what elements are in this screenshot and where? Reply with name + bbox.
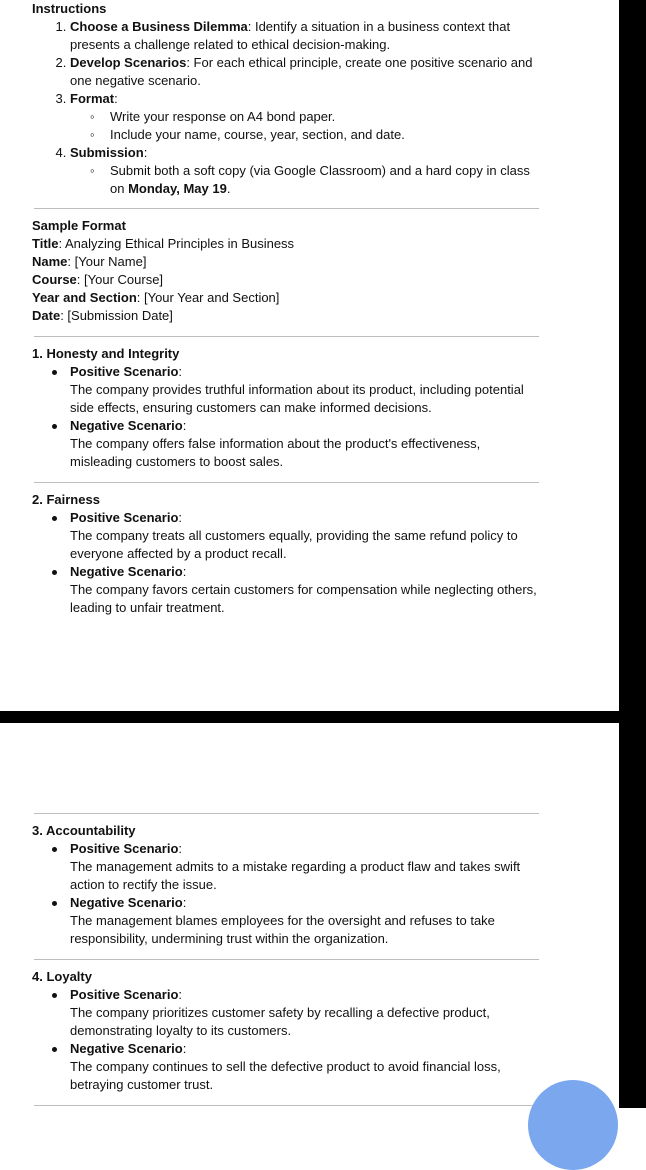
principle-3-scenarios xyxy=(32,840,542,948)
principle-1-scenarios xyxy=(32,363,542,471)
scenario-text: The company favors certain customers for compensation while neglecting others, leading to unfair treatment. xyxy=(70,582,537,615)
principle-4-scenarios xyxy=(32,986,542,1094)
field-title xyxy=(32,235,542,253)
instructions-heading: Instructions xyxy=(32,1,107,16)
scenario-text: The management blames employees for the oversight and refuses to take responsibility, undermining trust within the organization. xyxy=(70,913,495,946)
step-text: : For each ethical principle, create one positive scenario and one negative scenario. xyxy=(70,55,533,88)
positive-scenario: Positive Scenario: The company prioritizes customer safety by recalling a defective product, demonstrating loyalty to its customers. xyxy=(70,986,542,1040)
scenario-label: Negative Scenario xyxy=(70,895,183,910)
floating-action-bubble[interactable] xyxy=(528,1080,618,1170)
instruction-step xyxy=(70,54,542,90)
field-course xyxy=(32,271,542,289)
page-gutter-right xyxy=(619,0,646,1108)
step-text: : xyxy=(143,145,148,160)
field-label: Title xyxy=(32,236,59,251)
positive-scenario: Positive Scenario: The company treats all customers equally, providing the same refund policy to everyone affected by a product recall. xyxy=(70,509,542,563)
format-bullets xyxy=(70,108,542,144)
principle-2-scenarios xyxy=(32,509,542,617)
negative-scenario: Negative Scenario: The company favors certain customers for compensation while neglecting others, leading to unfair treatment. xyxy=(70,563,542,617)
negative-scenario: Negative Scenario: The company offers false information about the product's effectiveness, misleading customers to boost sales. xyxy=(70,417,542,471)
scenario-text: The company offers false information about the product's effectiveness, misleading customers to boost sales. xyxy=(70,436,481,469)
divider xyxy=(34,336,539,337)
principle-4-title: 4. Loyalty xyxy=(32,969,92,984)
scenario-text: The company provides truthful information about its product, including potential side effects, ensuring customers can make informed decisions. xyxy=(70,382,524,415)
step-label: Develop Scenarios xyxy=(70,55,187,70)
scenario-label: Positive Scenario xyxy=(70,987,179,1002)
scenario-label: Negative Scenario xyxy=(70,564,183,579)
submission-end: . xyxy=(226,181,231,196)
step-text: : Identify a situation in a business context that presents a challenge related to ethical decision-making. xyxy=(70,19,511,52)
format-bullet: ◦ Include your name, course, year, section, and date. xyxy=(110,126,542,144)
negative-scenario: Negative Scenario: The management blames employees for the oversight and refuses to take responsibility, undermining trust within the organization. xyxy=(70,894,542,948)
scenario-label: Positive Scenario xyxy=(70,841,179,856)
divider xyxy=(34,1105,539,1106)
document-page-2 xyxy=(0,723,619,1108)
submission-bullet xyxy=(110,162,542,198)
divider xyxy=(34,813,539,814)
field-label: Year and Section xyxy=(32,290,137,305)
principle-2-title: 2. Fairness xyxy=(32,492,100,507)
positive-scenario: Positive Scenario: The management admits to a mistake regarding a product flaw and takes swift action to rectify the issue. xyxy=(70,840,542,894)
instruction-step xyxy=(70,90,542,144)
scenario-text: The company continues to sell the defective product to avoid financial loss, betraying customer trust. xyxy=(70,1059,501,1092)
field-value: : [Your Course] xyxy=(76,272,164,287)
sample-format-heading: Sample Format xyxy=(32,218,126,233)
negative-scenario: Negative Scenario: The company continues to sell the defective product to avoid financial loss, betraying customer trust. xyxy=(70,1040,542,1094)
page-1-content xyxy=(32,0,542,617)
divider xyxy=(34,208,539,209)
page-2-content xyxy=(32,813,542,1106)
field-year-section xyxy=(32,289,542,307)
step-label: Format xyxy=(70,91,115,106)
step-text: : xyxy=(114,91,118,106)
step-label: Choose a Business Dilemma xyxy=(70,19,248,34)
field-value: : [Your Year and Section] xyxy=(136,290,280,305)
step-label: Submission xyxy=(70,145,144,160)
submission-text: Submit both a soft copy (via Google Classroom) and a hard copy in class on xyxy=(110,163,530,196)
scenario-text: The company prioritizes customer safety by recalling a defective product, demonstrating loyalty to its customers. xyxy=(70,1005,490,1038)
field-name xyxy=(32,253,542,271)
field-date xyxy=(32,307,542,325)
principle-1-title: 1. Honesty and Integrity xyxy=(32,346,180,361)
instructions-list xyxy=(32,18,542,198)
scenario-label: Positive Scenario xyxy=(70,510,179,525)
divider xyxy=(34,482,539,483)
submission-date: Monday, May 19 xyxy=(128,181,227,196)
field-value: : Analyzing Ethical Principles in Business xyxy=(58,236,295,251)
instruction-step xyxy=(70,18,542,54)
instruction-step xyxy=(70,144,542,198)
field-label: Date xyxy=(32,308,61,323)
field-label: Course xyxy=(32,272,77,287)
scenario-text: The company treats all customers equally, providing the same refund policy to everyone affected by a product recall. xyxy=(70,528,518,561)
field-label: Name xyxy=(32,254,68,269)
scenario-label: Negative Scenario xyxy=(70,418,183,433)
scenario-text: The management admits to a mistake regarding a product flaw and takes swift action to rectify the issue. xyxy=(70,859,521,892)
divider xyxy=(34,959,539,960)
positive-scenario: Positive Scenario: The company provides truthful information about its product, including potential side effects, ensuring customers can make informed decisions. xyxy=(70,363,542,417)
field-value: : [Your Name] xyxy=(67,254,147,269)
page-break-gutter xyxy=(0,711,646,723)
scenario-label: Positive Scenario xyxy=(70,364,179,379)
format-bullet: ◦ Write your response on A4 bond paper. xyxy=(110,108,542,126)
scenario-label: Negative Scenario xyxy=(70,1041,183,1056)
principle-3-title: 3. Accountability xyxy=(32,823,136,838)
field-value: : [Submission Date] xyxy=(60,308,173,323)
submission-bullets xyxy=(70,162,542,198)
